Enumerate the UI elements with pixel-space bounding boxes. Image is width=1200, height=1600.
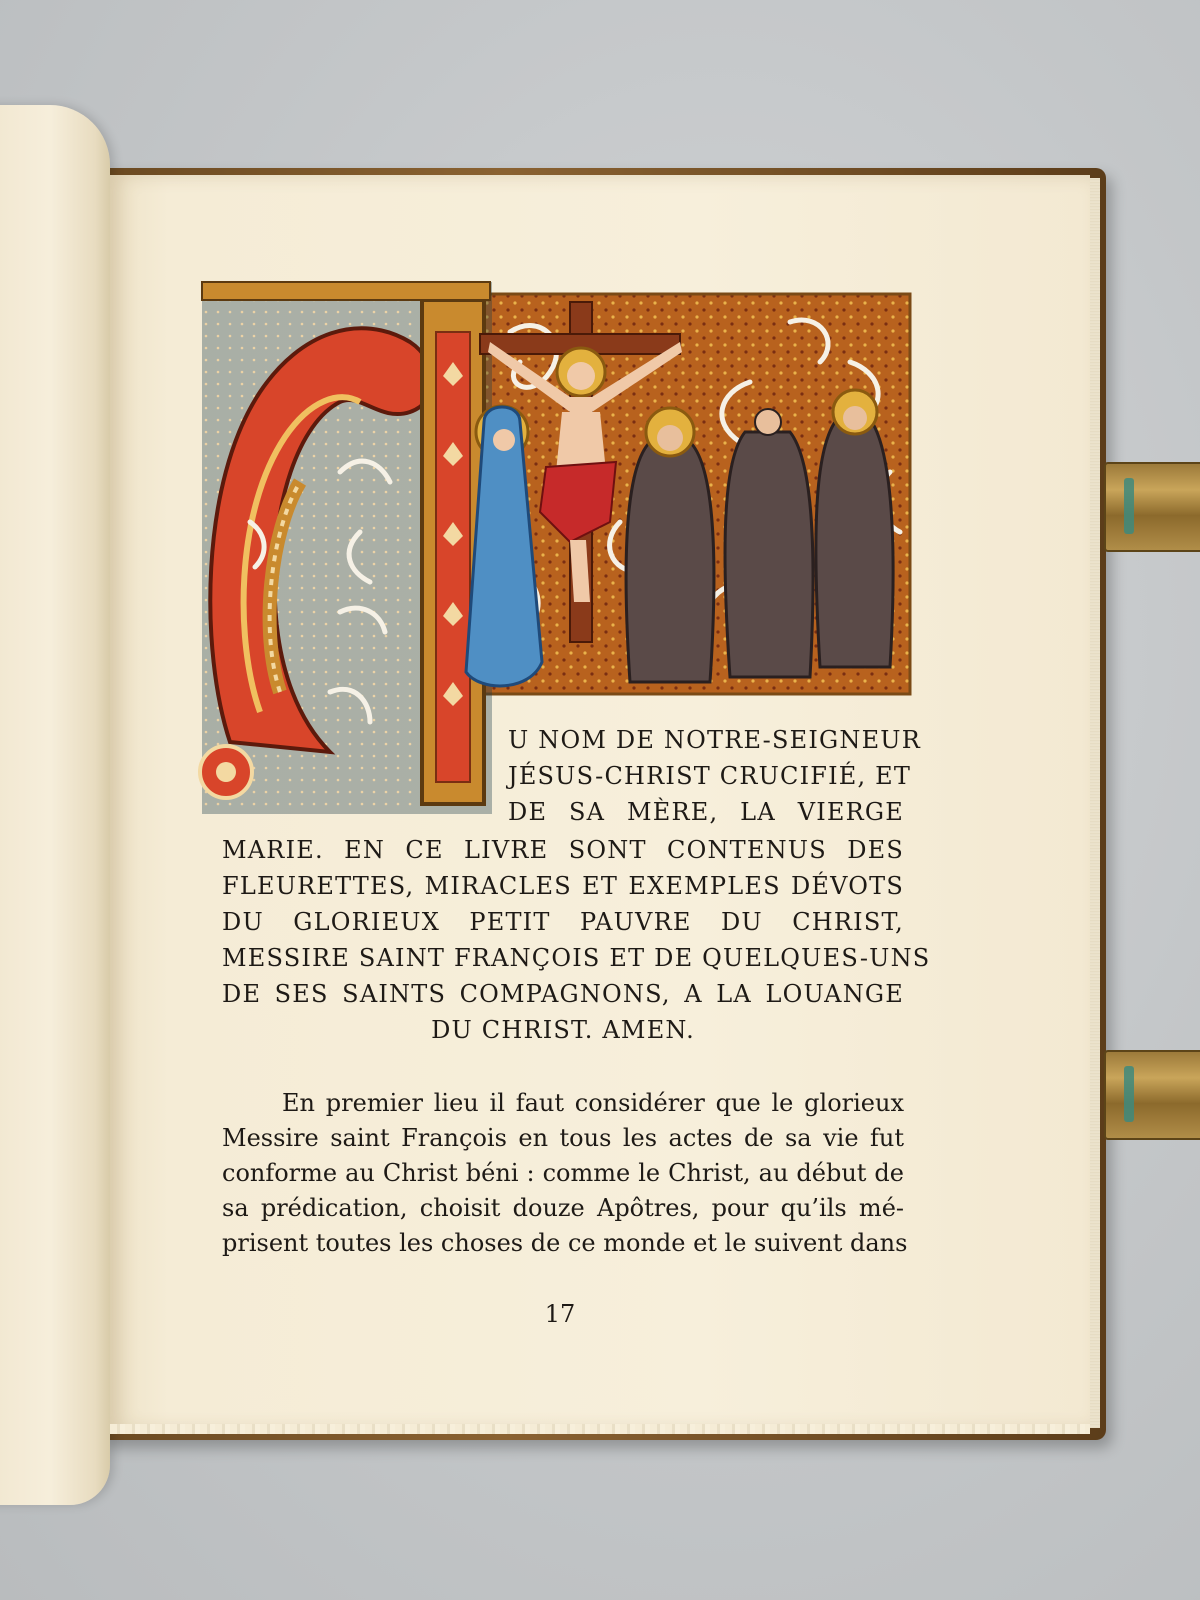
- left-page-curl: [0, 105, 110, 1505]
- page-number: 17: [544, 1300, 576, 1328]
- heading-line: DE SA MÈRE, LA VIERGE: [508, 798, 904, 826]
- brass-clasp-top: [1104, 462, 1200, 552]
- heading-line: MESSIRE SAINT FRANÇOIS ET DE QUELQUES-UNS: [222, 944, 931, 972]
- body-line: En premier lieu il faut considérer que le glorieux: [282, 1089, 904, 1117]
- body-line: conforme au Christ béni : comme le Christ, au début de: [222, 1159, 904, 1187]
- brass-clasp-bottom: [1104, 1050, 1200, 1140]
- heading-caps-rest: [222, 832, 931, 1048]
- heading-line: MARIE. EN CE LIVRE SONT CONTENUS DES: [222, 836, 904, 864]
- heading-line: FLEURETTES, MIRACLES ET EXEMPLES DÉVOTS: [222, 872, 904, 900]
- heading-line: DU CHRIST. AMEN.: [431, 1016, 695, 1044]
- body-line: prisent toutes les choses de ce monde et le suivent dans: [222, 1229, 908, 1257]
- heading-caps-first: [508, 722, 921, 830]
- heading-line: DU GLORIEUX PETIT PAUVRE DU CHRIST,: [222, 908, 904, 936]
- body-line: sa prédication, choisit douze Apôtres, pour qu’ils mé-: [222, 1194, 904, 1222]
- heading-line: JÉSUS-CHRIST CRUCIFIÉ, ET: [508, 762, 912, 790]
- illuminated-initial-A-icon: [200, 282, 492, 814]
- body-line: Messire saint François en tous les actes de sa vie fut: [222, 1124, 904, 1152]
- heading-line: DE SES SAINTS COMPAGNONS, A LA LOUANGE: [222, 980, 904, 1008]
- deckle-edge: [110, 1424, 1090, 1434]
- body-paragraph: [222, 1086, 908, 1261]
- heading-line: U NOM DE NOTRE-SEIGNEUR: [508, 726, 921, 754]
